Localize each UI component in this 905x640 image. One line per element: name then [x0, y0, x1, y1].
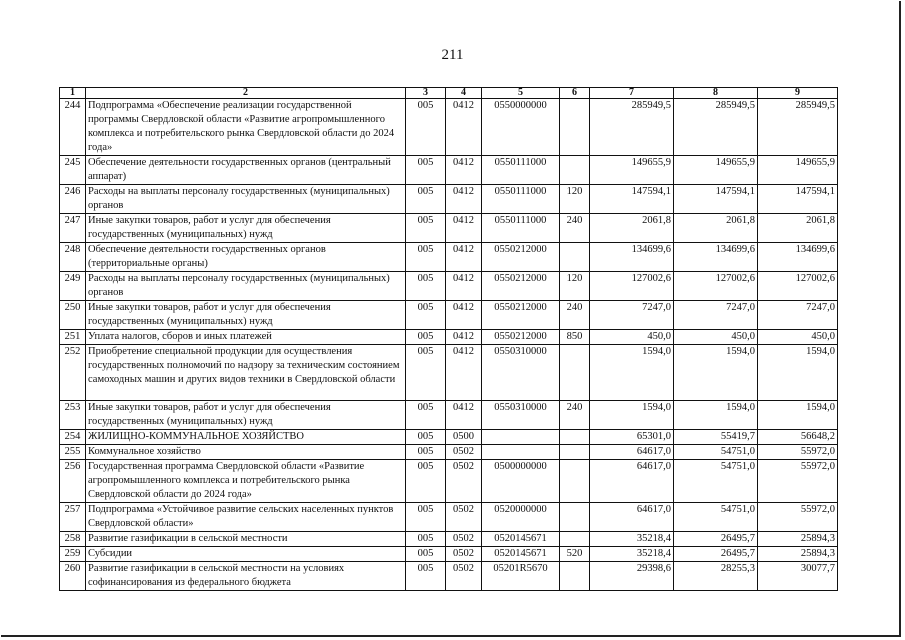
section-code: 0412: [446, 272, 482, 301]
table-row: [60, 503, 838, 532]
row-name: Подпрограмма «Устойчивое развитие сельских населенных пунктов Свердловской области»: [86, 503, 406, 532]
table-row: [60, 301, 838, 330]
ministry-code: 005: [406, 272, 446, 301]
section-code: 0412: [446, 301, 482, 330]
amount-col-8: 450,0: [674, 330, 758, 345]
target-article-code: 0550000000: [482, 99, 560, 156]
row-number: 246: [60, 185, 86, 214]
section-code: 0502: [446, 445, 482, 460]
amount-col-7: 64617,0: [590, 460, 674, 503]
row-number: 245: [60, 156, 86, 185]
ministry-code: 005: [406, 503, 446, 532]
amount-col-8: 54751,0: [674, 460, 758, 503]
amount-col-8: 134699,6: [674, 243, 758, 272]
amount-col-9: 55972,0: [758, 445, 838, 460]
amount-col-7: 2061,8: [590, 214, 674, 243]
amount-col-9: 147594,1: [758, 185, 838, 214]
section-code: 0412: [446, 401, 482, 430]
row-name: Подпрограмма «Обеспечение реализации государственной программы Свердловской области «Развитие агропромышленного комплекса и потребительского рынка Свердловской области до 2024 года»: [86, 99, 406, 156]
amount-col-8: 55419,7: [674, 430, 758, 445]
section-code: 0500: [446, 430, 482, 445]
section-code: 0412: [446, 243, 482, 272]
ministry-code: 005: [406, 214, 446, 243]
target-article-code: 0550310000: [482, 401, 560, 430]
section-code: 0502: [446, 562, 482, 591]
table-row: [60, 401, 838, 430]
expense-type-code: [560, 445, 590, 460]
table-row: [60, 243, 838, 272]
table-row: [60, 562, 838, 591]
section-code: 0502: [446, 503, 482, 532]
target-article-code: 0550111000: [482, 156, 560, 185]
amount-col-8: 54751,0: [674, 503, 758, 532]
amount-col-9: 7247,0: [758, 301, 838, 330]
ministry-code: 005: [406, 430, 446, 445]
row-name: Уплата налогов, сборов и иных платежей: [86, 330, 406, 345]
expense-type-code: 240: [560, 401, 590, 430]
column-header: 9: [758, 88, 838, 99]
row-name: Иные закупки товаров, работ и услуг для обеспечения государственных (муниципальных) нужд: [86, 214, 406, 243]
amount-col-9: 25894,3: [758, 532, 838, 547]
row-number: 255: [60, 445, 86, 460]
expense-type-code: [560, 503, 590, 532]
section-code: 0412: [446, 185, 482, 214]
row-number: 244: [60, 99, 86, 156]
ministry-code: 005: [406, 301, 446, 330]
row-number: 250: [60, 301, 86, 330]
row-name: Обеспечение деятельности государственных органов (территориальные органы): [86, 243, 406, 272]
expense-type-code: 850: [560, 330, 590, 345]
row-name: Развитие газификации в сельской местности: [86, 532, 406, 547]
target-article-code: 0520145671: [482, 532, 560, 547]
expense-type-code: 120: [560, 185, 590, 214]
table-row: [60, 99, 838, 156]
amount-col-7: 285949,5: [590, 99, 674, 156]
amount-col-8: 26495,7: [674, 547, 758, 562]
ministry-code: 005: [406, 330, 446, 345]
amount-col-9: 285949,5: [758, 99, 838, 156]
section-code: 0502: [446, 460, 482, 503]
target-article-code: 0550212000: [482, 272, 560, 301]
amount-col-7: 65301,0: [590, 430, 674, 445]
amount-col-8: 26495,7: [674, 532, 758, 547]
amount-col-9: 56648,2: [758, 430, 838, 445]
column-header: 7: [590, 88, 674, 99]
target-article-code: 0520145671: [482, 547, 560, 562]
expense-type-code: [560, 243, 590, 272]
expense-type-code: 240: [560, 301, 590, 330]
column-header: 4: [446, 88, 482, 99]
amount-col-8: 7247,0: [674, 301, 758, 330]
ministry-code: 005: [406, 460, 446, 503]
target-article-code: 0520000000: [482, 503, 560, 532]
table-row: [60, 430, 838, 445]
expense-type-code: [560, 430, 590, 445]
amount-col-8: 1594,0: [674, 345, 758, 401]
expense-type-code: 240: [560, 214, 590, 243]
row-number: 253: [60, 401, 86, 430]
target-article-code: 0550212000: [482, 301, 560, 330]
row-number: 248: [60, 243, 86, 272]
section-code: 0502: [446, 532, 482, 547]
amount-col-7: 29398,6: [590, 562, 674, 591]
amount-col-8: 149655,9: [674, 156, 758, 185]
section-code: 0412: [446, 214, 482, 243]
expense-type-code: 520: [560, 547, 590, 562]
target-article-code: 05201R5670: [482, 562, 560, 591]
amount-col-8: 54751,0: [674, 445, 758, 460]
target-article-code: [482, 430, 560, 445]
column-header: 8: [674, 88, 758, 99]
amount-col-7: 35218,4: [590, 532, 674, 547]
table-row: [60, 532, 838, 547]
amount-col-7: 1594,0: [590, 345, 674, 401]
expense-type-code: [560, 532, 590, 547]
table-row: [60, 156, 838, 185]
amount-col-7: 35218,4: [590, 547, 674, 562]
ministry-code: 005: [406, 532, 446, 547]
expense-type-code: 120: [560, 272, 590, 301]
amount-col-8: 2061,8: [674, 214, 758, 243]
row-number: 249: [60, 272, 86, 301]
table-row: [60, 330, 838, 345]
column-header: 6: [560, 88, 590, 99]
row-name: Государственная программа Свердловской области «Развитие агропромышленного комплекса и потребительского рынка Свердловской области до 2024 года»: [86, 460, 406, 503]
row-name: Иные закупки товаров, работ и услуг для обеспечения государственных (муниципальных) нужд: [86, 301, 406, 330]
ministry-code: 005: [406, 345, 446, 401]
column-header: 3: [406, 88, 446, 99]
amount-col-8: 127002,6: [674, 272, 758, 301]
row-number: 254: [60, 430, 86, 445]
amount-col-9: 2061,8: [758, 214, 838, 243]
amount-col-7: 1594,0: [590, 401, 674, 430]
target-article-code: 0550212000: [482, 330, 560, 345]
row-number: 252: [60, 345, 86, 401]
amount-col-9: 25894,3: [758, 547, 838, 562]
row-number: 258: [60, 532, 86, 547]
amount-col-8: 28255,3: [674, 562, 758, 591]
amount-col-8: 147594,1: [674, 185, 758, 214]
amount-col-9: 134699,6: [758, 243, 838, 272]
table-row: [60, 460, 838, 503]
expense-type-code: [560, 460, 590, 503]
row-name: Субсидии: [86, 547, 406, 562]
amount-col-7: 134699,6: [590, 243, 674, 272]
expense-type-code: [560, 562, 590, 591]
section-code: 0412: [446, 345, 482, 401]
row-name: Расходы на выплаты персоналу государственных (муниципальных) органов: [86, 185, 406, 214]
table-row: [60, 345, 838, 401]
row-name: Коммунальное хозяйство: [86, 445, 406, 460]
row-number: 247: [60, 214, 86, 243]
amount-col-7: 64617,0: [590, 503, 674, 532]
column-header: 2: [86, 88, 406, 99]
row-number: 256: [60, 460, 86, 503]
amount-col-7: 7247,0: [590, 301, 674, 330]
row-name: Расходы на выплаты персоналу государственных (муниципальных) органов: [86, 272, 406, 301]
row-name: Обеспечение деятельности государственных органов (центральный аппарат): [86, 156, 406, 185]
target-article-code: 0550212000: [482, 243, 560, 272]
ministry-code: 005: [406, 156, 446, 185]
section-code: 0412: [446, 156, 482, 185]
amount-col-8: 285949,5: [674, 99, 758, 156]
table-row: [60, 547, 838, 562]
expense-type-code: [560, 156, 590, 185]
section-code: 0412: [446, 330, 482, 345]
header-row: [60, 88, 838, 99]
ministry-code: 005: [406, 243, 446, 272]
amount-col-7: 450,0: [590, 330, 674, 345]
amount-col-7: 147594,1: [590, 185, 674, 214]
row-number: 251: [60, 330, 86, 345]
target-article-code: [482, 445, 560, 460]
row-name: Развитие газификации в сельской местности на условиях софинансирования из федерального бюджета: [86, 562, 406, 591]
page-number: 211: [441, 47, 464, 63]
row-number: 257: [60, 503, 86, 532]
row-name: ЖИЛИЩНО-КОММУНАЛЬНОЕ ХОЗЯЙСТВО: [86, 430, 406, 445]
table-row: [60, 272, 838, 301]
ministry-code: 005: [406, 562, 446, 591]
amount-col-7: 127002,6: [590, 272, 674, 301]
amount-col-9: 450,0: [758, 330, 838, 345]
amount-col-9: 1594,0: [758, 345, 838, 401]
amount-col-9: 127002,6: [758, 272, 838, 301]
budget-table: [59, 87, 838, 591]
table-row: [60, 185, 838, 214]
amount-col-7: 64617,0: [590, 445, 674, 460]
amount-col-9: 30077,7: [758, 562, 838, 591]
amount-col-9: 1594,0: [758, 401, 838, 430]
expense-type-code: [560, 345, 590, 401]
ministry-code: 005: [406, 401, 446, 430]
ministry-code: 005: [406, 185, 446, 214]
amount-col-8: 1594,0: [674, 401, 758, 430]
amount-col-9: 149655,9: [758, 156, 838, 185]
section-code: 0412: [446, 99, 482, 156]
ministry-code: 005: [406, 99, 446, 156]
amount-col-7: 149655,9: [590, 156, 674, 185]
amount-col-9: 55972,0: [758, 460, 838, 503]
table-row: [60, 214, 838, 243]
amount-col-9: 55972,0: [758, 503, 838, 532]
column-header: 5: [482, 88, 560, 99]
table-row: [60, 445, 838, 460]
target-article-code: 0550111000: [482, 185, 560, 214]
expense-type-code: [560, 99, 590, 156]
row-number: 260: [60, 562, 86, 591]
target-article-code: 0500000000: [482, 460, 560, 503]
row-name: Иные закупки товаров, работ и услуг для обеспечения государственных (муниципальных) нужд: [86, 401, 406, 430]
ministry-code: 005: [406, 547, 446, 562]
ministry-code: 005: [406, 445, 446, 460]
row-name: Приобретение специальной продукции для осуществления государственных полномочий по надзору за техническим состоянием самоходных машин и других видов техники в Свердловской области: [86, 345, 406, 401]
row-number: 259: [60, 547, 86, 562]
target-article-code: 0550111000: [482, 214, 560, 243]
section-code: 0502: [446, 547, 482, 562]
column-header: 1: [60, 88, 86, 99]
target-article-code: 0550310000: [482, 345, 560, 401]
